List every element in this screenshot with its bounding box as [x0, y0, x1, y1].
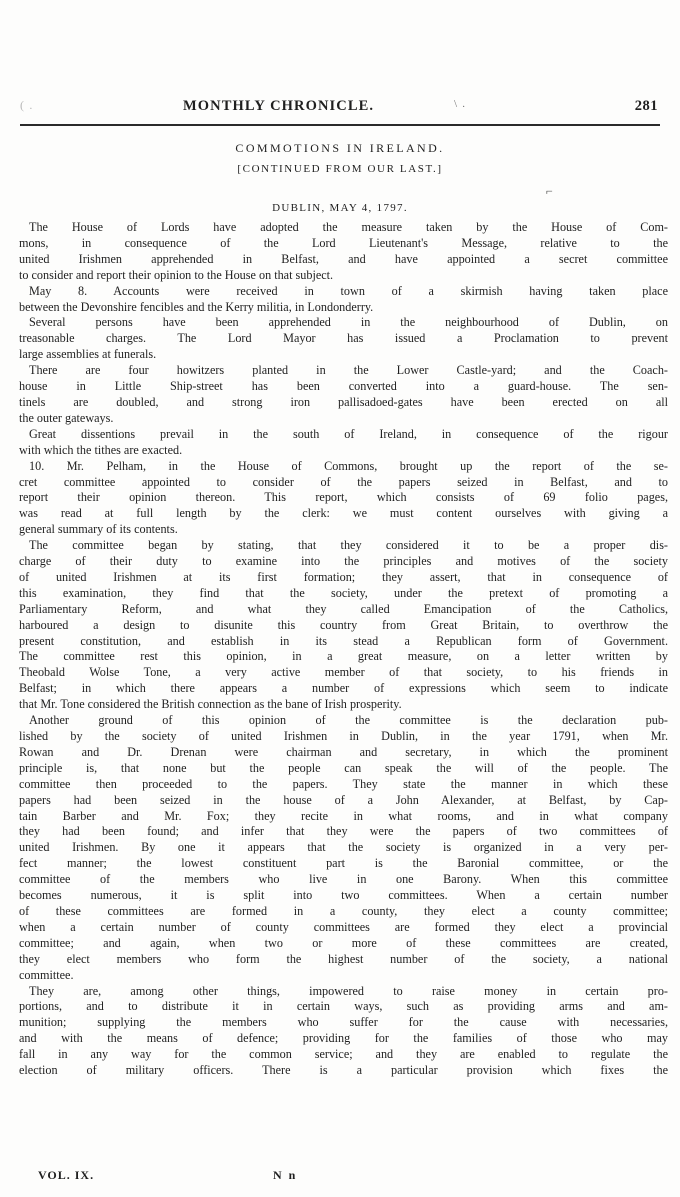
text-line: Belfast; in which there appears a number of expressions which seem to indicate: [19, 681, 668, 696]
text-line: they elect members who form the highest number of the society, a national: [19, 951, 668, 966]
text-line: Another ground of this opinion of the committee is the declaration pub-: [29, 713, 668, 728]
text-line: May 8. Accounts were received in town of a skirmish having taken place: [29, 283, 668, 298]
section-title: COMMOTIONS IN IRELAND.: [235, 141, 445, 155]
text-line: The committee began by stating, that they considered it to be a proper dis-: [29, 538, 668, 553]
text-line: present constitution, and establish in its stead a Republican form of Government.: [19, 633, 668, 648]
text-line: treasonable charges. The Lord Mayor has issued a Proclamation to prevent: [19, 331, 668, 346]
text-line: house in Little Ship-street has been converted into a guard-house. The sen-: [19, 379, 668, 394]
text-line: papers had been seized in the house of a John Alexander, at Belfast, by Cap-: [19, 792, 668, 807]
text-line: The House of Lords have adopted the measure taken by the House of Com-: [29, 220, 668, 234]
text-line: harboured a design to disunite this country from Great Britain, to overthrow the: [19, 617, 668, 632]
text-line: united Irishmen. By one it appears that the society is organized in a very per-: [19, 840, 668, 855]
text-line: committee; and again, when two or more of these committees are created,: [19, 935, 668, 950]
stray-mark: \ .: [454, 98, 467, 110]
volume-number: VOL. IX.: [38, 1168, 95, 1182]
running-head: [20, 98, 660, 118]
text-line: mons, in consequence of the Lord Lieutenant's Message, relative to the: [19, 235, 668, 250]
text-line: they had been found; and infer that they were the papers of two committees of: [19, 824, 668, 839]
text-line: They are, among other things, impowered to raise money in certain pro-: [29, 983, 668, 998]
text-line: when a certain number of county committees are formed they elect a provincial: [19, 919, 668, 934]
text-line: cret committee appointed to consider of the papers seized in Belfast, and to: [19, 474, 668, 489]
text-line: Theobald Wolse Tone, a very active member of that society, to his friends in: [19, 665, 668, 680]
text-line: There are four howitzers planted in the Lower Castle-yard; and the Coach-: [29, 363, 668, 378]
text-line: committee.: [19, 967, 74, 982]
text-line: to consider and report their opinion to the House on that subject.: [19, 267, 334, 282]
text-line: large assemblies at funerals.: [19, 347, 157, 362]
text-line: Rowan and Dr. Drenan were chairman and secretary, in which the prominent: [19, 744, 668, 759]
text-line: that Mr. Tone considered the British connection as the bane of Irish prosperity.: [19, 697, 402, 712]
margin-mark: ( .: [20, 98, 34, 112]
text-line: The committee rest this opinion, in a great measure, on a letter written by: [19, 649, 668, 664]
text-line: Several persons have been apprehended in the neighbourhood of Dublin, on: [29, 315, 668, 330]
continued-note: [CONTINUED FROM OUR LAST.]: [237, 163, 443, 175]
text-line: becomes numerous, it is split into two committees. When a certain number: [19, 888, 668, 903]
text-line: tinels are doubled, and strong iron pallisadoed-gates have been erected on all: [19, 394, 668, 409]
dateline: DUBLIN, MAY 4, 1797.: [272, 202, 408, 214]
text-line: Great dissentions prevail in the south of Ireland, in consequence of the rigour: [29, 426, 668, 441]
text-line: with which the tithes are exacted.: [19, 442, 183, 457]
text-line: Parliamentary Reform, and what they called Emancipation of the Catholics,: [19, 601, 668, 616]
page-number: 281: [634, 98, 658, 114]
printer-signature: N n: [273, 1168, 298, 1182]
text-line: committee then proceeded to the papers. They state the manner in which these: [19, 776, 668, 791]
text-line: general summary of its contents.: [19, 522, 178, 537]
header-rule: [20, 124, 660, 126]
text-line: tain Barber and Mr. Fox; they recite in what rooms, and in what company: [19, 808, 668, 823]
text-line: charge of their duty to examine into the principles and motives of the society: [19, 554, 668, 569]
running-title: MONTHLY CHRONICLE.: [183, 98, 375, 114]
text-line: 10. Mr. Pelham, in the House of Commons, brought up the report of the se-: [29, 458, 668, 473]
text-line: united Irishmen apprehended in Belfast, and have appointed a secret committee: [19, 251, 668, 266]
text-line: of these committees are formed in a county, they elect a county committee;: [19, 903, 668, 918]
text-line: the outer gateways.: [19, 410, 114, 425]
text-line: election of military officers. There is a particular provision which fixes the: [19, 1063, 668, 1078]
text-line: committee of the members who live in one Barony. When this committee: [19, 872, 668, 887]
text-line: munition; supplying the members who suffer for the cause with necessaries,: [19, 1015, 668, 1030]
text-line: principle is, that none but the people can speak the will of the people. The: [19, 760, 668, 775]
article-body: [19, 220, 668, 1079]
text-line: portions, and to distribute it in certain ways, such as providing arms and am-: [19, 999, 668, 1014]
page-footer: [38, 1168, 338, 1186]
text-line: was read at full length by the clerk: we must content ourselves with giving a: [19, 506, 668, 521]
text-line: report their opinion thereon. This report, which consists of 69 folio pages,: [19, 490, 668, 505]
text-line: fall in any way for the common service; and they are enabled to regulate the: [19, 1047, 668, 1062]
text-line: between the Devonshire fencibles and the Kerry militia, in Londonderry.: [19, 299, 374, 314]
printed-mark: ⌐: [546, 184, 553, 198]
text-line: of united Irishmen at its first formation; they assert, that in consequence of: [19, 569, 668, 584]
text-line: fect manner; the lowest constituent part is the Baronial committee, or the: [19, 856, 668, 871]
text-line: lished by the society of united Irishmen in Dublin, in the year 1791, when Mr.: [19, 729, 668, 743]
text-line: and with the means of defence; providing for the families of those who may: [19, 1031, 668, 1046]
text-line: this examination, they find that the society, under the pretext of promoting a: [19, 585, 668, 600]
